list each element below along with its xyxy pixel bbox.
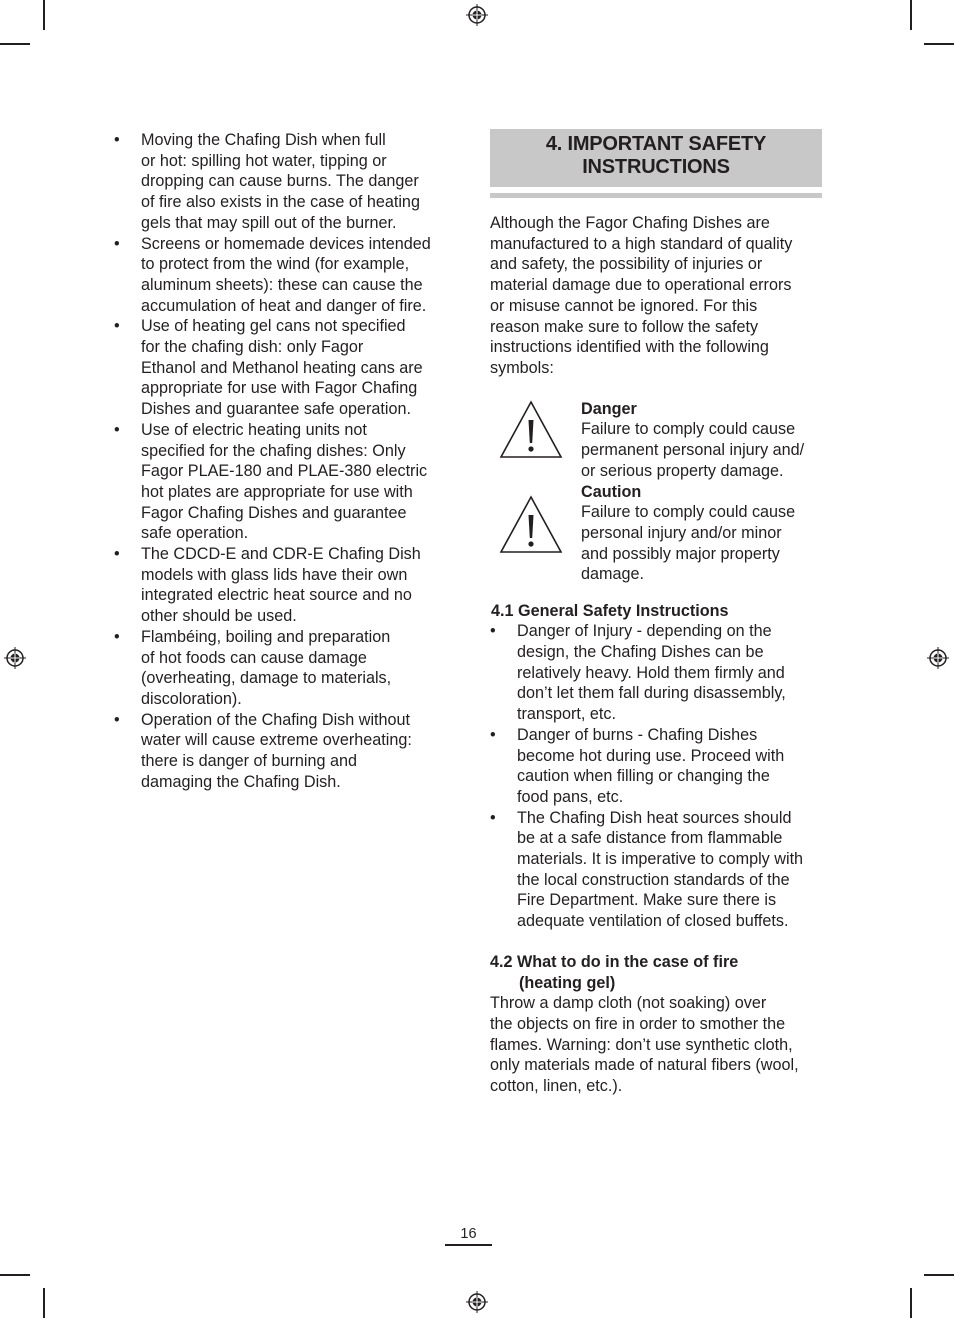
bullet-text: Use of heating gel cans not specified for the chafing dish: only Fagor Ethanol and Methanol heating cans are appropriate for use with Fagor Chafing Dishes and guarantee safe operation.: [141, 317, 423, 419]
crop-mark: [43, 1288, 45, 1318]
danger-description: [581, 399, 825, 482]
left-column: [114, 130, 450, 793]
list-item: [114, 420, 450, 544]
bullet-text: Flambéing, boiling and preparation of hot foods can cause damage (overheating, damage to materials, discoloration).: [141, 627, 392, 708]
crop-mark: [43, 0, 45, 30]
page-number-rule: [445, 1244, 492, 1246]
list-item: [490, 808, 825, 932]
right-column: [490, 129, 825, 1097]
general-safety-title: 4.1 General Safety Instructions: [491, 601, 729, 620]
caution-text: Failure to comply could cause personal injury and/or minor and possibly major property damage.: [581, 503, 796, 584]
heading-underline: [490, 193, 822, 198]
crop-mark: [0, 43, 30, 45]
list-item: [114, 234, 450, 317]
general-bullet-list: [490, 621, 825, 932]
registration-mark-icon: [4, 647, 26, 669]
bullet-text: Danger of burns - Chafing Dishes become hot during use. Proceed with caution when filling or changing the food pans, etc.: [517, 725, 785, 806]
crop-mark: [910, 0, 912, 30]
list-item: [114, 710, 450, 793]
bullet-text: The CDCD-E and CDR-E Chafing Dish models with glass lids have their own integrated electric heat source and no other should be used.: [141, 545, 421, 626]
bullet-text: Moving the Chafing Dish when full or hot: spilling hot water, tipping or dropping can cause burns. The danger of fire also exists in the case of heating gels that may spill out of the burner.: [141, 131, 420, 232]
crop-mark: [0, 1274, 30, 1276]
symbols-block: [490, 399, 825, 585]
section-heading-line: INSTRUCTIONS: [582, 156, 730, 178]
intro-paragraph: Although the Fagor Chafing Dishes are manufactured to a high standard of quality and safety, the possibility of injuries or material damage due to operational errors or misuse cannot be ignored. For this reason make sure to follow the safety instructions identified with the following symbols:: [490, 214, 793, 377]
warning-triangle-icon: [499, 400, 563, 460]
danger-title: Danger: [581, 399, 637, 418]
left-bullet-list: [114, 130, 450, 793]
list-item: [114, 316, 450, 420]
bullet-text: The Chafing Dish heat sources should be at a safe distance from flammable materials. It is imperative to comply with the local construction standards of the Fire Department. Make sure there is adequate ventilation of closed buffets.: [517, 808, 804, 931]
crop-mark: [910, 1288, 912, 1318]
fire-text: Throw a damp cloth (not soaking) over the objects on fire in order to smother the flames. Warning: don’t use synthetic cloth, only materials made of natural fibers (wool, cotton, linen, etc.).: [490, 994, 799, 1096]
list-item: [490, 621, 825, 725]
bullet-text: Danger of Injury - depending on the design, the Chafing Dishes can be relatively heavy. Hold them firmly and don’t let them fall during disassembly, transport, etc.: [517, 622, 786, 724]
crop-mark: [924, 1274, 954, 1276]
bullet-text: Operation of the Chafing Dish without water will cause extreme overheating: there is danger of burning and damaging the Chafing Dish.: [141, 710, 412, 791]
general-safety-section: [490, 601, 825, 932]
list-item: [114, 544, 450, 627]
fire-title: 4.2 What to do in the case of fire: [490, 952, 739, 971]
page-number: 16: [460, 1226, 477, 1242]
fire-title-continued: (heating gel): [519, 973, 616, 992]
list-item: [490, 725, 825, 808]
danger-text: Failure to comply could cause permanent personal injury and/ or serious property damage.: [581, 420, 805, 480]
caution-description: [581, 482, 825, 586]
registration-mark-icon: [466, 1291, 488, 1313]
bullet-text: Screens or homemade devices intended to protect from the wind (for example, aluminum sheets): these can cause the accumulation of heat and danger of fire.: [141, 234, 431, 315]
bullet-text: Use of electric heating units not specified for the chafing dishes: Only Fagor PLAE-180 and PLAE-380 electric hot plates are appropriate for use with Fagor Chafing Dishes and guarantee safe operation.: [141, 420, 428, 543]
section-heading-line: 4. IMPORTANT SAFETY: [545, 133, 767, 155]
crop-mark: [924, 43, 954, 45]
warning-triangle-icon: [499, 495, 563, 555]
fire-section: [490, 952, 825, 1097]
caution-title: Caution: [581, 482, 642, 501]
section-heading: [490, 129, 822, 187]
registration-mark-icon: [927, 647, 949, 669]
list-item: [114, 130, 450, 234]
registration-mark-icon: [466, 4, 488, 26]
list-item: [114, 627, 450, 710]
